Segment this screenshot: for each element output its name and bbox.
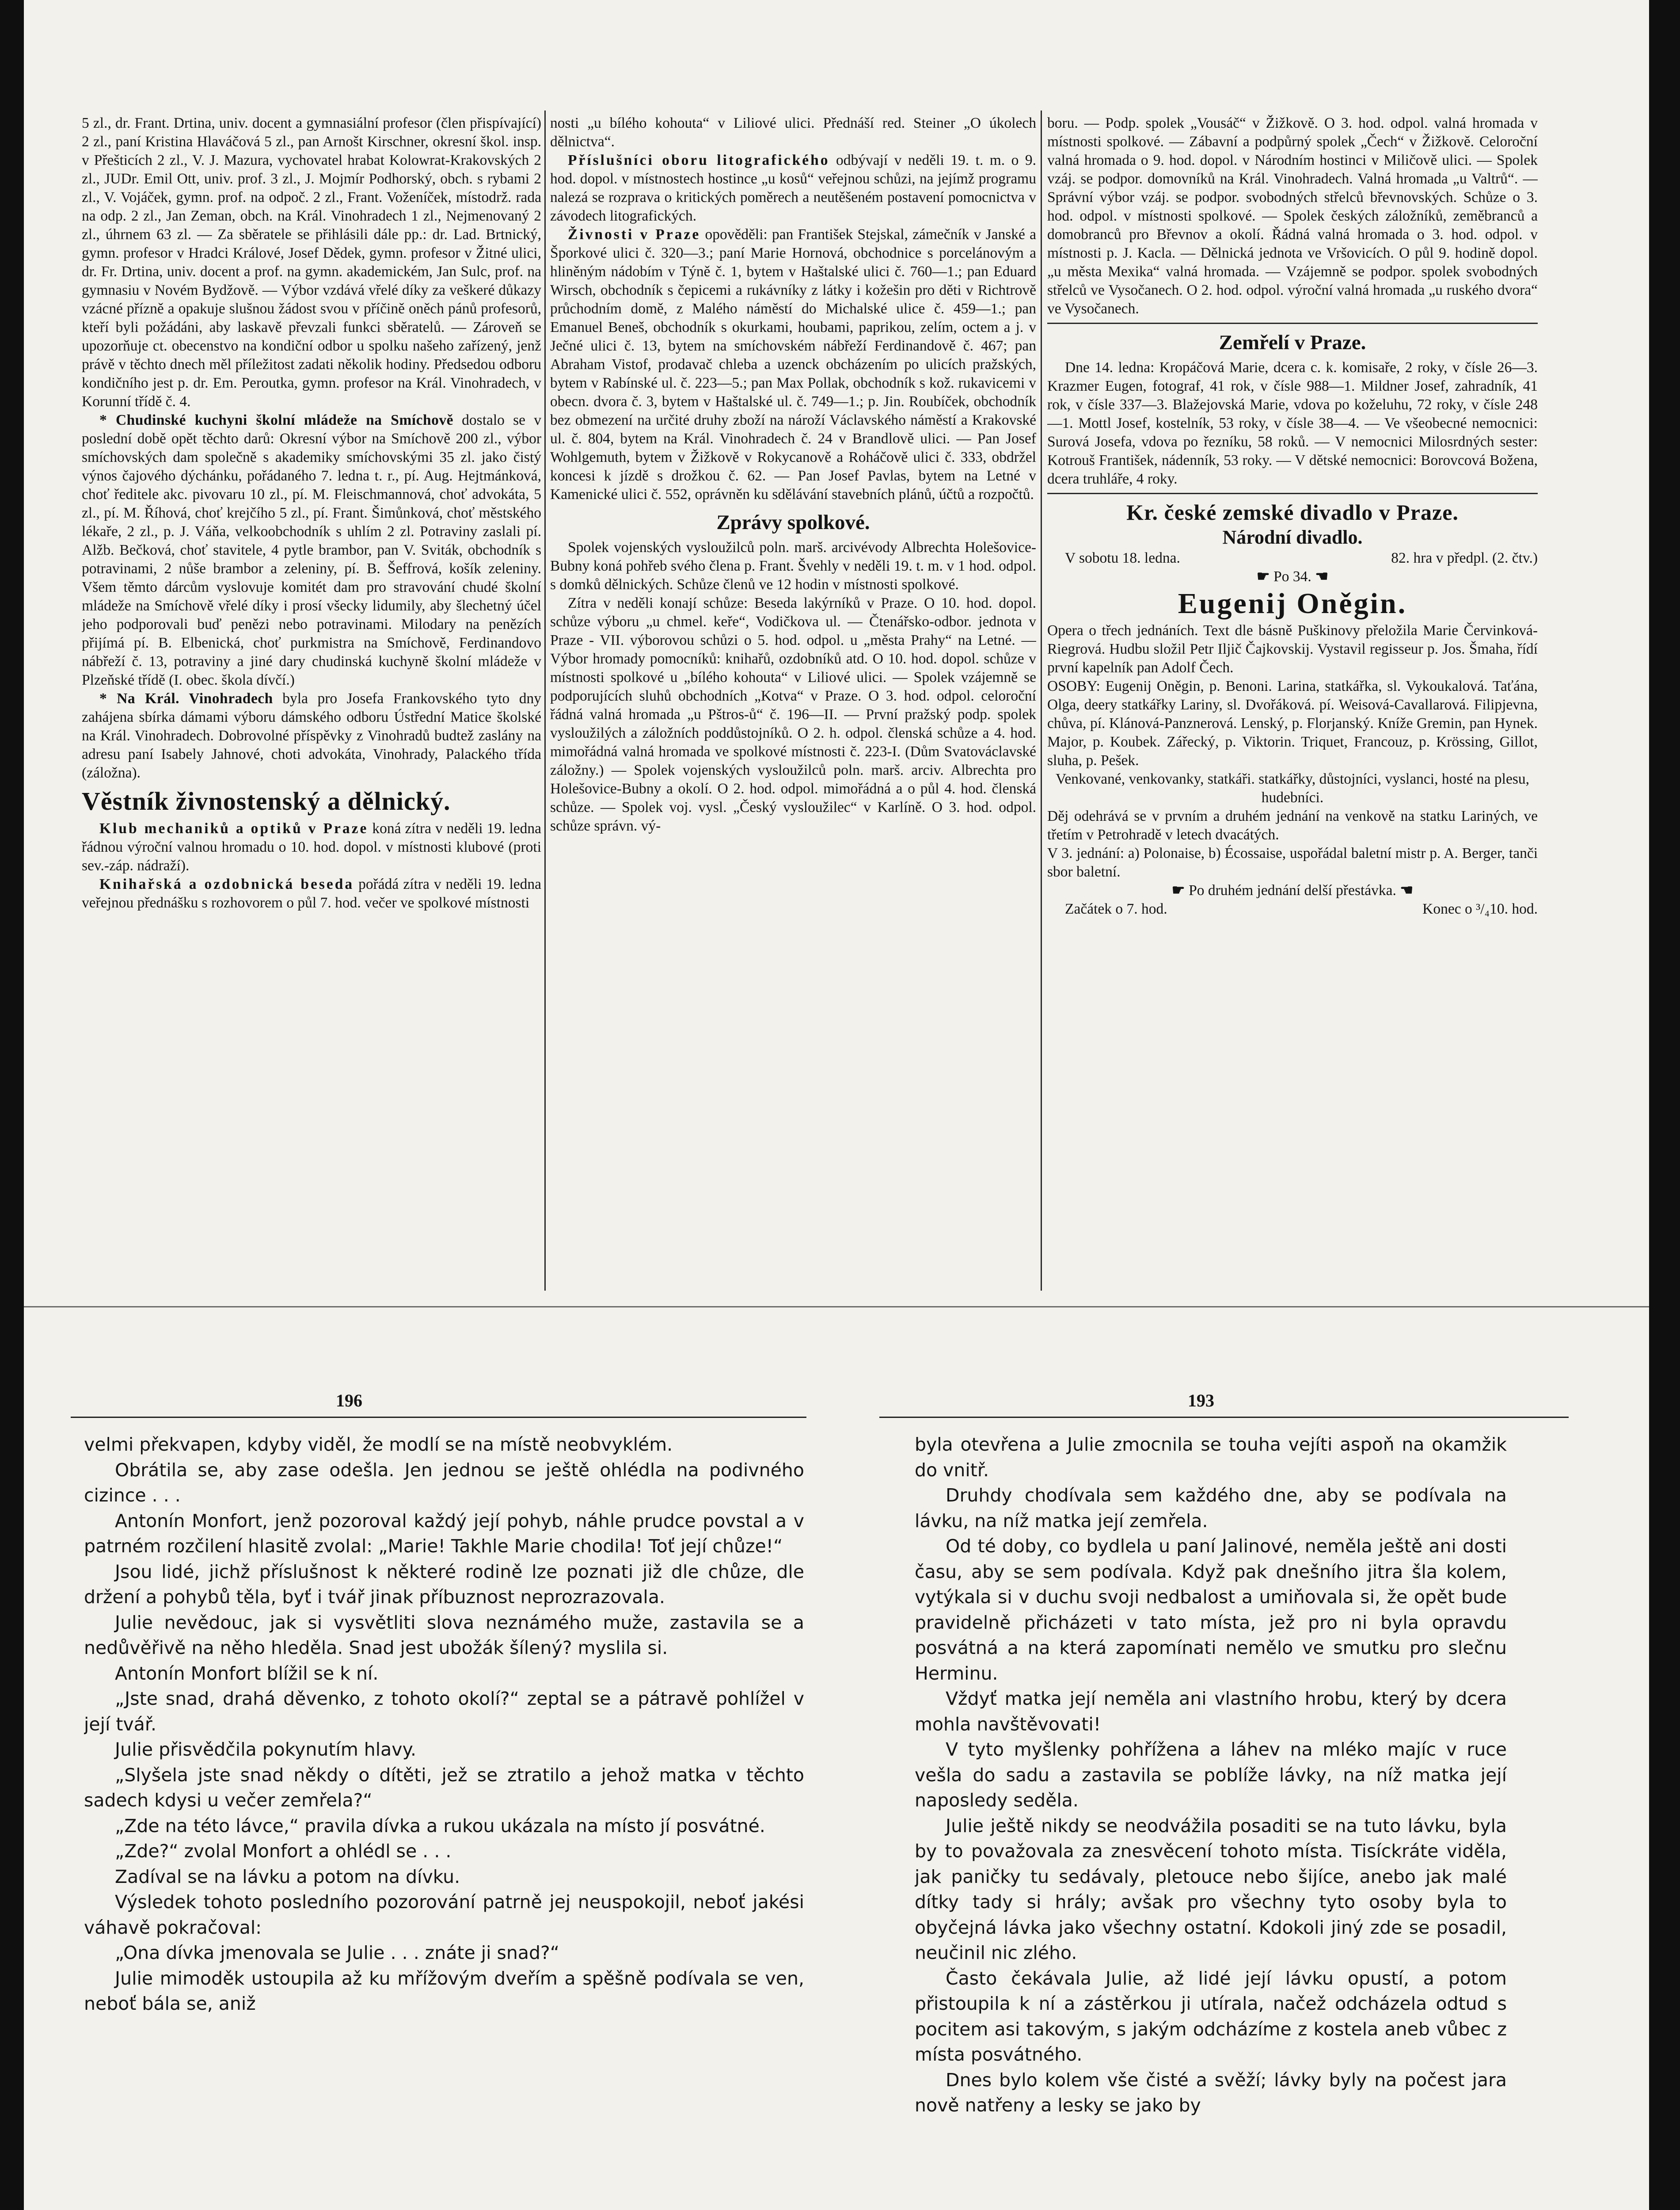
column-2 [550,114,1036,1285]
vinohrady-text: byla pro Josefa Frankovského tyto dny zahájena sbírka dámami výboru dámského odboru Ústřední Matice školské na Král. Vinohradech. Dobrovolné příspěvky z Vinohradů budtež zaslány na adresu paní Isabely Jahnové, choti advokáta, Vinohrady, Palackého třída (záložna). [82,690,541,781]
theatre-title: Kr. české zemské divadlo v Praze. [1126,500,1459,525]
novel-paragraph: Výsledek tohoto posledního pozorování patrně jej neuspokojil, neboť jakési váhavě pokračoval: [84,1891,804,1938]
novel-paragraph: Julie nevědouc, jak si vysvětliti slova neznámého muže, zastavila se a nedůvěřivě na něho hleděla. Snad jest ubožák šílený? myslila si. [84,1612,804,1658]
meetings-cont-paragraph: boru. — Podp. spolek „Vousáč“ v Žižkově. O 3. hod. odpol. valná hromada v místnosti spolkové. — Zábavní a podpůrný spolek „Čech“ v Žižkově. Celoroční valná hromada o 9. hod. dopol. v Národním hostinci v Miličově ulici. — Spolek vzáj. se podpor. domovníků na Král. Vinohradech. Valná hromada „u Valtrů“. — Správní výbor vzáj. se podpor. svobodných střelců břevnovských. Schůze o 3. hod. odpol. v místnosti spolkové. — Spolek českých záložníků, zeměbranců a domobranců pro Břevnov a okolí. Řádná valná hromada o 3. hod. odpol. v místnosti p. J. Kacla. — Dělnická jednota ve Vršovicích. O půl 9. hodině dopol. „u města Mexika“ valná hromada. — Vzájemně se podpor. spolek svobodných střelců ve Vysočanech. O 2. hod. odpol. výroční valná hromada „u ruského dvora“ ve Vysočanech. [1047,115,1538,317]
club-paragraph [82,819,541,875]
pointing-hand-icon: ☚ [1396,882,1414,899]
page-number-left: 196 [336,1391,362,1410]
page-rule-right [879,1417,1569,1418]
performance-subscription: 82. hra v předpl. (2. čtv.) [1391,550,1538,566]
extras-list: Venkované, venkovanky, statkáři. statkářky, důstojníci, vyslanci, hosté na plesu, hudebníci. [1055,771,1530,806]
novel-paragraph: Antonín Monfort, jenž pozoroval každý její pohyb, náhle prudce povstal a v patrném rozčilení hlasitě zvolal: „Marie! Takhle Marie chodila! Toť její chůze!“ [84,1510,804,1557]
novel-paragraph: velmi překvapen, kdyby viděl, že modlí se na místě neobvyklém. [84,1434,673,1455]
novel-paragraph: Vždyť matka její neměla ani vlastního hrobu, který by dcera mohla navštěvovati! [915,1688,1507,1735]
donors-paragraph: 5 zl., dr. Frant. Drtina, univ. docent a gymnasiální profesor (člen přispívající) 2 zl., paní Kristina Hlaváčová 5 zl., pan Arnošt Kirschner, okresní škol. insp. v Přešticích 2 zl., V. J. Mazura, vychovatel hrabat Kolowrat-Krakovských 2 zl., JUDr. Emil Ott, univ. prof. 3 zl., J. Mojmír Podhorský, obch. s rybami 2 zl., V. Vojáček, gymn. prof. na odpoč. 2 zl., Frant. Voženíček, místodrž. rada na odp. 2 zl., Jan Zeman, obch. na Král. Vinohradech 1 zl., Nejmenovaný 2 zl., úhrnem 63 zl. — Za sběratele se přihlásili dále pp.: dr. Lad. Brtnický, gymn. profesor v Hradci Králové, Josef Dědek, gymn. profesor v Žitné ulici, dr. Fr. Drtina, univ. docent a prof. na gymn. akademickém, Jan Sulc, prof. na gymnasiu v Novém Bydžově. — Výbor vzdává vřelé díky za veškeré důkazy vzácné přízně a opakuje slušnou žádost svou v příčině oněch pánů profesorů, kteří byli požádáni, aby laskavě převzali funkci sběratelů. — Zároveň se upozorňuje ct. obecenstvo na kondiční odbor u spolku našeho zařízený, jenž právě v těchto dnech měl příležitost zadati několik hodiny. Předsedou odboru kondičního jest p. dr. Em. Peroutka, gymn. profesor na Král. Vinohradech, v Korunní třídě č. 4. [82,115,541,410]
veterans-paragraph: Spolek vojenských vysloužilců poln. marš. arcivévody Albrechta Holešovice-Bubny koná pohřeb svého člena p. Frant. Švehly v neděli 19. t. m. v 1 hod. odpol. s domků dělnických. Schůze členů ve 12 hodin v místnosti spolkové. [550,539,1036,593]
page-number-right: 193 [1188,1391,1214,1410]
novel-paragraph: Jsou lidé, jichž příslušnost k některé rodině lze poznati již dle chůze, dle držení a pohybů těla, byť i tvář jinak příbuznost neprozrazovala. [84,1561,804,1608]
novel-paragraph: Julie mimoděk ustoupila až ku mřížovým dveřím a spěšně podívala se ven, neboť bála se, aniž [84,1967,804,2014]
start-time: Začátek o 7. hod. [1065,901,1167,917]
po-line [1047,568,1538,586]
novel-paragraph: V tyto myšlenky pohřížena a láhev na mléko majíc v ruce vešla do sadu a zastavila se poblíže lávky, na níž matka její naposledy seděla. [915,1739,1507,1811]
novel-page-right [915,1432,1507,2210]
trades-heading: Živnosti v Praze [568,226,701,243]
litho-text: odbývají v neděli 19. t. m. o 9. hod. dopol. v místnostech hostince „u kosů“ veřejnou schůzi, na jejímž programu nalezá se rozprava o kritických poměrech a neutěšeném postavení pomocnictva v závodech litografických. [550,152,1036,224]
lecture-paragraph: nosti „u bílého kohouta“ v Liliové ulici. Přednáší red. Steiner „O úkolech dělnictva“. [550,115,1036,150]
theatre-subtitle: Národní divadlo. [1222,526,1363,548]
performance-date: V sobotu 18. ledna. [1065,550,1180,566]
bookbinder-heading: Knihařská a ozdobnická beseda [99,876,354,892]
novel-paragraph: Často čekávala Julie, až lidé její lávku opustí, a potom přistoupila k ní a zástěrkou ji utírala, načež odcházela odtud s pocitem asi takovým, s jakým odcházíme z kostela aneb vůbec z místa posvátného. [915,1967,1507,2065]
column-3 [1047,114,1538,1285]
novel-paragraph: „Zde na této lávce,“ pravila dívka a rukou ukázala na místo jí posvátné. [115,1815,765,1837]
novel-paragraph: Julie ještě nikdy se neodvážila posaditi se na tuto lávku, byla by to považovala za znesvěcení tohoto místa. Tisíckráte viděla, jak paničky tu sedávaly, pletouce nebo šijíce, anebo jak malé dítky tady si hrály; avšak pro všechny tyto osoby byla to obyčejná lávka jako všechny ostatní. Kdokoli jiný zde se posadil, neučinil nic zlého. [915,1815,1507,1963]
column-divider-2 [1041,110,1042,1291]
end-time: Konec o ³/₄10. hod. [1422,901,1538,917]
club-news-heading: Zprávy spolkové. [716,511,870,534]
bookbinder-text: pořádá zítra v neděli 19. ledna veřejnou přednášku s rozhovorem o půl 7. hod. večer ve spolkové místnosti [82,876,541,911]
club-text: koná zítra v neděli 19. ledna řádnou výroční valnou hromadu o 10. hod. dopol. v místnosti klubové (proti sev.-záp. nádraží). [82,820,541,874]
pointing-hand-icon: ☛ [1171,882,1189,899]
novel-paragraph: Julie přisvědčila pokynutím hlavy. [115,1739,417,1760]
kitchen-heading: * Chudinské kuchyni školní mládeže na Smíchově [99,412,453,428]
bookbinder-paragraph [82,875,541,912]
club-heading: Klub mechaniků a optiků v Praze [99,820,369,837]
scan-edge-left [0,0,24,2210]
cast-list: OSOBY: Eugenij Oněgin, p. Benoni. Larina, statkářka, sl. Vykoukalová. Taťána, Olga, deery statkářky Lariny, sl. Dvořáková. pí. Weisová-Cavallarová. Filipjevna, chůva, pí. Klánová-Panznerová. Lenský, p. Florjanský. Kníže Gremin, pan Hynek. Major, p. Koubek. Zářecký, p. Viktorin. Triquet, Francouz, p. Krössing, Gillot, sluha, p. Pešek. [1047,678,1538,769]
novel-paragraph: byla otevřena a Julie zmocnila se touha vejíti aspoň na okamžik do vnitř. [915,1434,1507,1481]
pointing-hand-icon: ☚ [1311,568,1329,585]
vinohrady-paragraph [82,690,541,782]
column-1 [82,114,541,1285]
pointing-hand-icon: ☛ [1256,568,1274,585]
page-rule-left [71,1417,806,1418]
litho-paragraph [550,151,1036,225]
rule [1047,323,1538,324]
play-title: Eugenij Oněgin. [1178,587,1407,620]
novel-paragraph: Antonín Monfort blížil se k ní. [115,1662,379,1684]
po-label: Po 34. [1273,568,1311,585]
novel-page-left [84,1432,804,2210]
novel-paragraph: Dnes bylo kolem vše čisté a svěží; lávky byly na počest jara nově natřeny a lesky se jako by [915,2069,1507,2116]
setting-note: Děj odehrává se v prvním a druhém jednání na venkově na statku Lariných, ve třetím v Petrohradě v letech dvacátých. [1047,808,1538,843]
rule [1047,493,1538,494]
novel-paragraph: „Ona dívka jmenovala se Julie . . . znáte ji snad?“ [115,1942,560,1963]
section-divider [24,1306,1649,1307]
novel-paragraph: „Zde?“ zvolal Monfort a ohlédl se . . . [115,1840,452,1862]
trade-bulletin-heading: Věstník živnostenský a dělnický. [82,787,451,815]
deaths-heading: Zemřelí v Praze. [1219,331,1366,354]
meetings-paragraph: Zítra v neděli konají schůze: Beseda lakýrníků v Praze. O 10. hod. dopol. schůze výboru „u chmel. keře“, Vodičkova ul. — Čtenářsko-odbor. jednota v Praze - VII. výborovou schůzi o 5. hod. odpol. u „města Prahy“ na Letné. — Výbor hromady pomocníků: knihařů, ozdobníků atd. O 10. hod. dopol. schůze v místnosti spolkové u „bílého kohouta“ v Liliové ulici. — Spolek vzájemně se podporujících sluhů obchodních „Kotva“ v Praze. O 3. hod. odpol. celoroční řádná valná hromada „u Pštros-ů“ č. 196—II. — První pražský podp. spolek vysloužilých a záložních poddůstojníků. O 2. h. odpol. členská schůze a 4. hod. mimořádná valná hromada ve spolkové místnosti č. 223-I. (Dům Svatováclavské záložny.) — Spolek vojenských vysloužilců poln. marš. arciv. Albrechta pro Holešovice-Bubny a okolí. O 2. hod. odpol. mimořádná a o půl 4. hod. členská schůze. — Spolek voj. vysl. „Český vysloužilec“ v Karlíně. O 3. hod. odpol. schůze správn. vý- [550,595,1036,834]
novel-paragraph: Zadíval se na lávku a potom na dívku. [115,1866,460,1887]
pause-note: Po druhém jednání delší přestávka. [1189,882,1396,899]
novel-paragraph: „Slyšela jste snad někdy o dítěti, jež se ztratilo a jehož matka v těchto sadech kdysi u večer zemřela?“ [84,1764,804,1811]
performance-line [1047,549,1538,568]
trades-paragraph [550,225,1036,504]
deaths-paragraph: Dne 14. ledna: Kropáčová Marie, dcera c. k. komisaře, 2 roky, v čísle 26—3. Krazmer Eugen, fotograf, 41 rok, v čísle 988—1. Mildner Josef, zahradník, 41 rok, v čísle 337—3. Blažejovská Marie, vdova po koželuhu, 72 roky, v čísle 248—1. Mottl Josef, kostelník, 53 roky, v čísle 38—4. — Ve všeobecné nemocnici: Surová Josefa, vdova po řezníku, 58 roků. — V nemocnici Milosrdných sester: Kotrouš František, nádenník, 53 roky. — V dětské nemocnici: Borovcová Božena, dcera truhláře, 4 roky. [1047,359,1538,487]
vinohrady-heading: * Na Král. Vinohradech [99,690,273,707]
novel-paragraph: „Jste snad, drahá děvenko, z tohoto okolí?“ zeptal se a pátravě pohlížel v její tvář. [84,1688,804,1735]
kitchen-text: dostalo se v poslední době opět těchto darů: Okresní výbor na Smíchově 200 zl., výbor smíchovských dam společně s akademiky smíchovskými 35 zl. jako čistý výnos čajového dýchánku, pořádaného 7. ledna t. r., pí. Aug. Hejtmánková, choť ředitele akc. pivovaru 10 zl., pí. M. Fleischmannová, choť advokáta, 5 zl., pí. M. Říhová, choť krejčího 5 zl., pí. Frant. Šimůnková, choť městského lékaře, 2 zl., p. J. Váňa, velkoobchodník s uhlím 2 zl. Potraviny zaslali pí. Alžb. Bečková, choť stavitele, 4 pytle brambor, pan V. Sviták, obchodník s potravinami, 2 nůše brambor a zeleniny, pí. B. Šeffrová, košík zeleniny. Všem těmto dárcům vyslovuje komitét dam pro stravování chudé školní mládeže na Smíchově vřelé díky i prosí všecky lidumily, aby šlechetný účel jeho podporovali buď penězi nebo potravinami. Milodary na penězích přijímá pí. B. Elbenická, choť purkmistra na Smíchově, Ferdinandovo nábřeží č. 13, potraviny a jiné dary chudinská kuchyně školní mládeže v Plzeňské třídě (I. obec. škola dívčí.) [82,412,541,688]
pause-line [1047,881,1538,900]
novel-paragraph: Druhdy chodívala sem každého dne, aby se podívala na lávku, na níž matka její zemřela. [915,1485,1507,1532]
litho-heading: Příslušníci oboru litografického [568,152,830,168]
opera-description: Opera o třech jednáních. Text dle básně Puškinovy přeložila Marie Červinková-Riegrová. Hudbu složil Petr Iljič Čajkovskij. Vystavil regisseur p. Jos. Šmaha, řídí první kapelník pan Adolf Čech. [1047,622,1538,676]
trades-text: opověděli: pan František Stejskal, zámečník v Janské a Šporkové ulici č. 320—3.; paní Marie Hornová, obchodnice s porcelánovým a hliněným nádobím v Týně č. 1, bytem v Haštalské ulici č. 760—1.; pan Eduard Wirsch, obchodník s čepicemi a rukávníky z látky i kožešin pro děti v Richtrově průchodním domě, z Malého náměstí do Michalské ulice č. 459—1.; pan Emanuel Beneš, obchodník s okurkami, houbami, paprikou, zelím, octem a j. v Ječné ulici č. 13, bytem na smíchovském nábřeží Ferdinandově č. 467; pan Abraham Vistof, prodavač chleba a uzenck obcházením po ulicích pražských, bytem v Rabínské ul. č. 223—5.; pan Max Pollak, obchodník s kož. rukavicemi v obecn. dvora č. 3, bytem v Haštalské ul. č. 749—1.; p. Jin. Roubíček, obchodník bez obmezení na určité druhy zboží na nároží Václavského náměstí a Krakovské ul. č. 804, bytem na Král. Vinohradech č. 24 v Brandlově ulici. — Pan Josef Wohlgemuth, bytem v Žižkově v Rokycanově a Roháčově ulici č. 333, obdržel koncesi k jízdě s drožkou č. 62. — Pan Josef Pavlas, bytem na Letné v Kamenické ulici č. 552, oprávněn ku sdělávání stavebních plánů, účtů a rozpočtů. [550,226,1036,503]
novel-paragraph: Od té doby, co bydlela u paní Jalinové, neměla ještě ani dosti času, aby se sem podívala. Když pak dnešního jitra šla kolem, vytýkala si v duchu svoji nedbalost a umiňovala si, že opět bude pravidelně přicházeti v tato místa, jež pro ni byla opravdu posvátná a na která zapomínati nemělo ve smutku pro slečnu Herminu. [915,1536,1507,1684]
ballet-note: V 3. jednání: a) Polonaise, b) Écossaise, uspořádal baletní mistr p. A. Berger, tanči sbor baletní. [1047,845,1538,880]
scan-edge-right [1649,0,1680,2210]
kitchen-paragraph [82,411,541,690]
novel-paragraph: Obrátila se, aby zase odešla. Jen jednou se ještě ohlédla na podivného cizince . . . [84,1459,804,1506]
column-divider-1 [544,110,546,1291]
time-line [1047,900,1538,918]
